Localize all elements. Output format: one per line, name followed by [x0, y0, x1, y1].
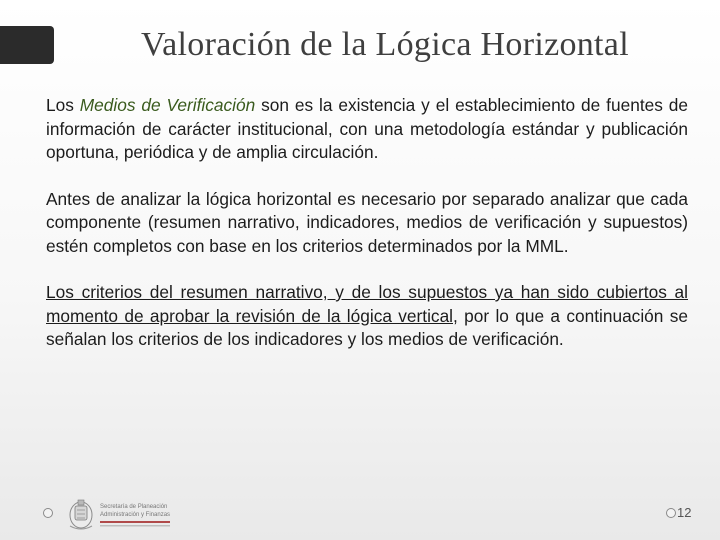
underlined-criteria-text: Los criterios del resumen narrativo, y de los supuestos ya han sido cubiertos al momento de aprobar la revisión de la lógica vertical,: [46, 282, 688, 326]
logo-color-bar: [100, 521, 170, 523]
slide-body: [46, 94, 688, 352]
logo-text-line-1: Secretaría de Planeación: [100, 504, 168, 510]
slide-title: Valoración de la Lógica Horizontal: [141, 26, 629, 63]
government-seal-logo: [64, 496, 179, 532]
page-number: 12: [677, 505, 692, 520]
paragraph-medios-verificacion: [46, 94, 688, 165]
paragraph-logica-horizontal: Antes de analizar la lógica horizontal es necesario por separado analizar que cada componente (resumen narrativo, indicadores, medios de verificación y supuestos) estén completos con base en los criterios determinados por la MML.: [46, 188, 688, 256]
logo-divider: [100, 525, 170, 527]
paragraph-1-start: Los: [46, 95, 80, 115]
footer-right-dot: [666, 508, 676, 518]
seal-icon: [70, 500, 92, 529]
paragraph-3-rest: por lo que a continuación se señalan los criterios de los indicadores y los medios de verificación.: [46, 305, 688, 349]
logo-text-line-2: Administración y Finanzas: [100, 512, 171, 518]
footer-left-dot: [43, 508, 53, 518]
paragraph-1-rest: son es la existencia y el establecimiento de fuentes de información de carácter institucional, con una metodología estándar y publicación oportuna, periódica y de amplia circulación.: [46, 95, 688, 162]
highlighted-term: Medios de Verificación: [79, 95, 256, 115]
paragraph-criterios: [46, 281, 688, 352]
